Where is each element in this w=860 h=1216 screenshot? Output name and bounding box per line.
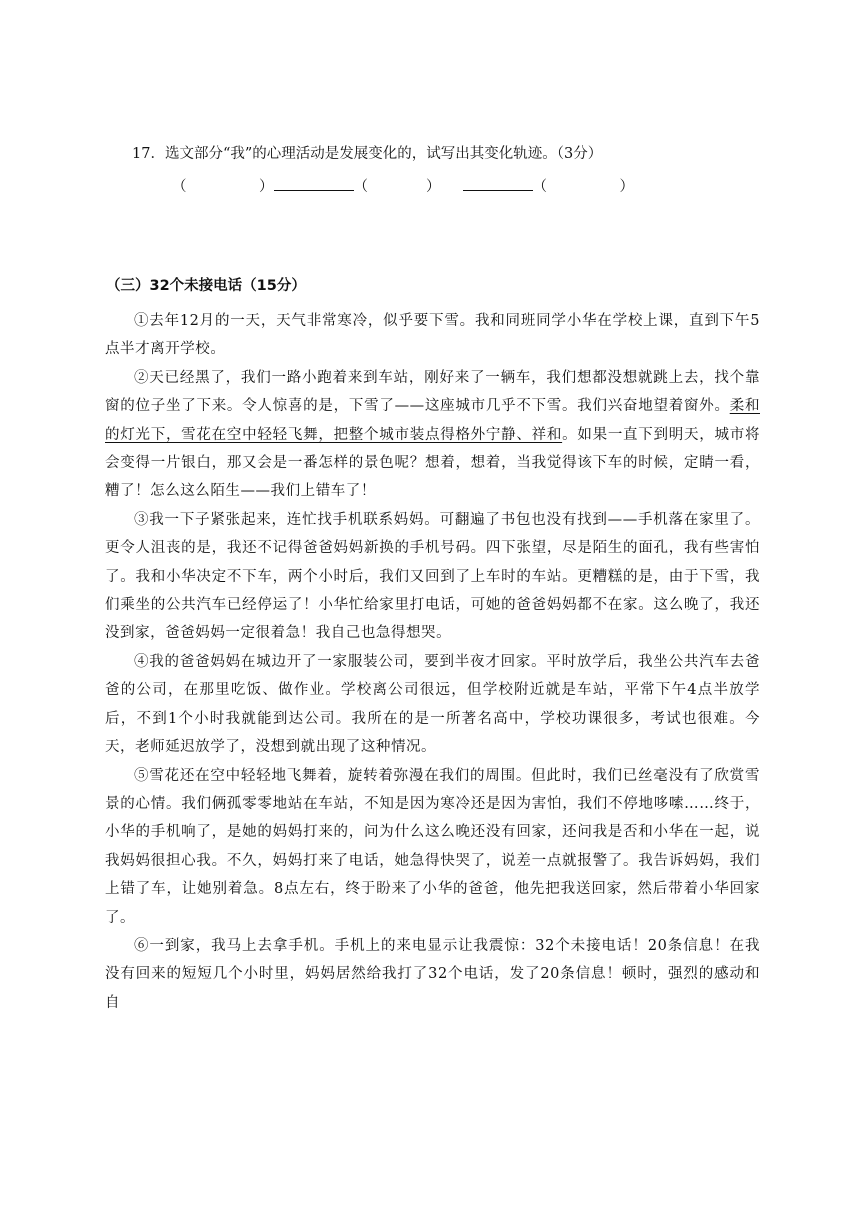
paragraph-2	[105, 364, 760, 506]
article-body	[105, 307, 760, 1017]
answer-paren-1: （ ）	[172, 179, 274, 195]
answer-line-1[interactable]	[274, 176, 354, 191]
paragraph-2-text-before: ②天已经黑了，我们一路小跑着来到车站，刚好来了一辆车，我们想都没想就跳上去，找个靠窗的位子坐了下来。令人惊喜的是，下雪了——这座城市几乎不下雪。我们兴奋地望着窗外。	[105, 369, 760, 415]
underlined-sentence: 柔和的灯光下，雪花在空中轻轻飞舞，把整个城市装点得格外宁静、祥和	[105, 398, 760, 443]
paragraph-4: ④我的爸爸妈妈在城边开了一家服装公司，要到半夜才回家。平时放学后，我坐公共汽车去爸爸的公司，在那里吃饭、做作业。学校离公司很远，但学校附近就是车站，平常下午4点半放学后，不到1个小时我就能到达公司。我所在的是一所著名高中，学校功课很多，考试也很难。今天，老师延迟放学了，没想到就出现了这种情况。	[105, 653, 760, 756]
paragraph-2-text-after: 。如果一直下到明天，城市将会变得一片银白，那又会是一番怎样的景色呢？想着，想着，当我觉得该下车的时候，定睛一看，糟了！怎么这么陌生——我们上错车了！	[105, 426, 760, 500]
section-title: （三）32个未接电话（15分）	[106, 278, 306, 294]
answer-line-2[interactable]	[463, 176, 533, 191]
question-17-prompt: 17．选文部分“我”的心理活动是发展变化的，试写出其变化轨迹。（3分）	[132, 146, 603, 162]
paragraph-6: ⑥一到家，我马上去拿手机。手机上的来电显示让我震惊：32个未接电话！20条信息！在我没有回来的短短几个小时里，妈妈居然给我打了32个电话，发了20条信息！顿时，强烈的感动和自	[105, 937, 760, 1011]
paragraph-1: ①去年12月的一天，天气非常寒冷，似乎要下雪。我和同班同学小华在学校上课，直到下午5点半才离开学校。	[105, 313, 760, 358]
question-17-answer-blanks	[172, 176, 634, 197]
paragraph-3: ③我一下子紧张起来，连忙找手机联系妈妈。可翻遍了书包也没有找到——手机落在家里了。更令人沮丧的是，我还不记得爸爸妈妈新换的手机号码。四下张望，尽是陌生的面孔，我有些害怕了。我和小华决定不下车，两个小时后，我们又回到了上车时的车站。更糟糕的是，由于下雪，我们乘坐的公共汽车已经停运了！小华忙给家里打电话，可她的爸爸妈妈都不在家。这么晚了，我还没到家，爸爸妈妈一定很着急！我自己也急得想哭。	[105, 511, 760, 642]
answer-paren-2: （ ）	[353, 179, 441, 195]
paragraph-5: ⑤雪花还在空中轻轻地飞舞着，旋转着弥漫在我们的周围。但此时，我们已丝毫没有了欣赏雪景的心情。我们俩孤零零地站在车站，不知是因为寒冷还是因为害怕，我们不停地哆嗦……终于，小华的手机响了，是她的妈妈打来的，问为什么这么晚还没有回家，还问我是否和小华在一起，说我妈妈很担心我。不久，妈妈打来了电话，她急得快哭了，说差一点就报警了。我告诉妈妈，我们上错了车，让她别着急。8点左右，终于盼来了小华的爸爸，他先把我送回家，然后带着小华回家了。	[105, 767, 760, 926]
answer-paren-3: （ ）	[532, 179, 634, 195]
